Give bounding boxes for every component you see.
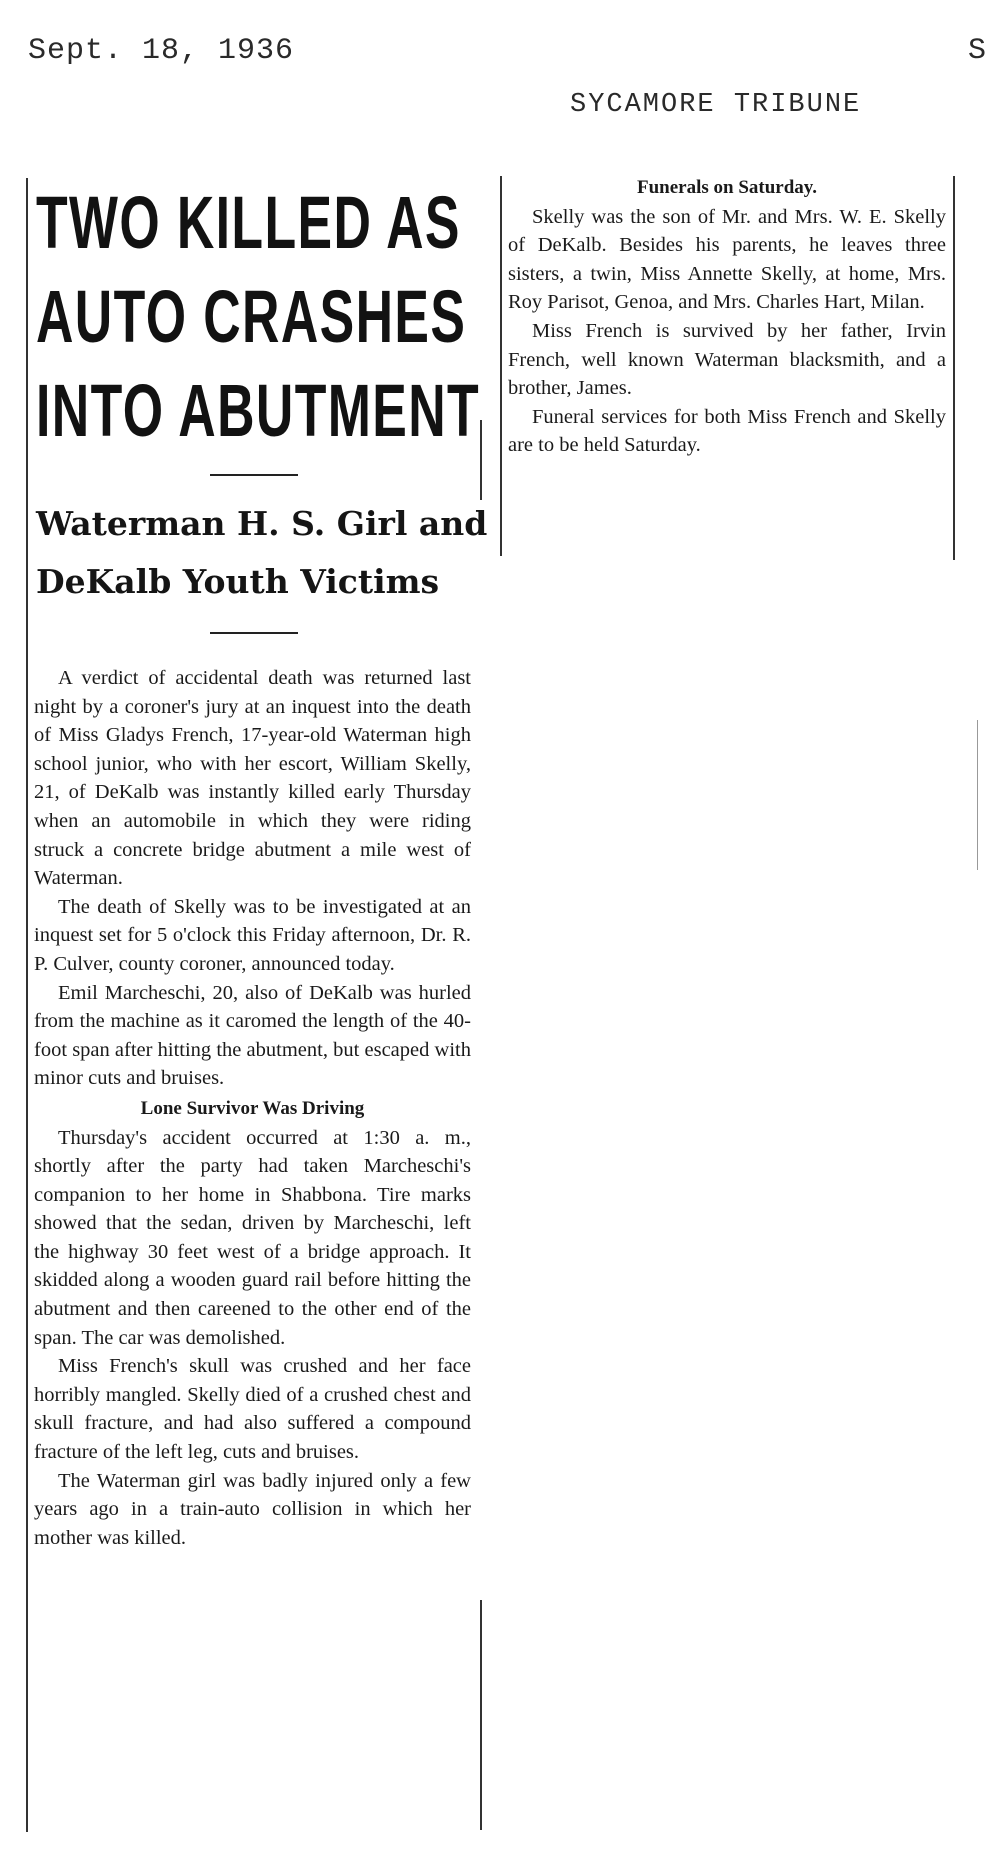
paragraph: The death of Skelly was to be investigated at an inquest set for 5 o'clock this Friday afternoon, Dr. R. P. Culver, county coroner, announced today. — [34, 895, 471, 975]
paragraph: The Waterman girl was badly injured only a few years ago in a train-auto collision in which her mother was killed. — [34, 1469, 471, 1549]
right-column-right-rule — [953, 176, 955, 560]
paragraph: Funeral services for both Miss French and Skelly are to be held Saturday. — [508, 405, 946, 457]
paragraph: Thursday's accident occurred at 1:30 a. m., shortly after the party had taken Marcheschi's companion to her home in Shabbona. Tire marks showed that the sedan, driven by Marcheschi, left the highway 30 feet west of a bridge approach. It skidded along a wooden guard rail before hitting the abutment and then careened to the other end of the span. The car was demolished. — [34, 1126, 471, 1349]
article-column-2 — [508, 172, 946, 460]
headline-line-2: AUTO CRASHES — [36, 275, 467, 358]
clipping-edge-letter: S — [968, 34, 987, 68]
headline-line-3: INTO ABUTMENT — [36, 369, 481, 452]
clipping-source: SYCAMORE TRIBUNE — [570, 90, 862, 120]
paragraph: Miss French's skull was crushed and her face horribly mangled. Skelly died of a crushed chest and skull fracture, and had also suffered a compound fracture of the left leg, cuts and bruises. — [34, 1355, 471, 1464]
headline-divider — [210, 474, 298, 476]
deck-line-1: Waterman H. S. Girl and — [36, 504, 488, 543]
subhead-funerals: Funerals on Saturday. — [636, 177, 817, 198]
right-column-left-rule — [500, 176, 502, 556]
paragraph: Emil Marcheschi, 20, also of DeKalb was hurled from the machine as it caromed the length of the 40-foot span after hitting the abutment, but escaped with minor cuts and bruises. — [34, 981, 471, 1090]
clipping-date: Sept. 18, 1936 — [28, 34, 295, 68]
headline-line-1: TWO KILLED AS — [36, 181, 461, 264]
article-column-1 — [34, 664, 471, 1552]
paragraph: Miss French is survived by her father, Irvin French, well known Waterman blacksmith, and a brother, James. — [508, 319, 946, 400]
paragraph: A verdict of accidental death was returned last night by a coroner's jury at an inquest into the death of Miss Gladys French, 17-year-old Waterman high school junior, who with her escort, William Skelly, 21, of DeKalb was instantly killed early Thursday when an automobile in which they were riding struck a concrete bridge abutment a mile west of Waterman. — [34, 667, 471, 890]
gutter-rule-lower — [480, 1600, 482, 1830]
subhead-lone-survivor: Lone Survivor Was Driving — [140, 1097, 365, 1119]
deck-line-2: DeKalb Youth Victims — [36, 562, 440, 601]
page-edge-mark — [977, 720, 978, 870]
paragraph: Skelly was the son of Mr. and Mrs. W. E. Skelly of DeKalb. Besides his parents, he leaves three sisters, a twin, Miss Annette Skelly, at home, Mrs. Roy Parisot, Genoa, and Mrs. Charles Hart, Milan. — [508, 205, 946, 314]
deck-divider — [210, 632, 298, 634]
headline — [36, 176, 481, 458]
left-column-rule — [26, 178, 28, 1832]
